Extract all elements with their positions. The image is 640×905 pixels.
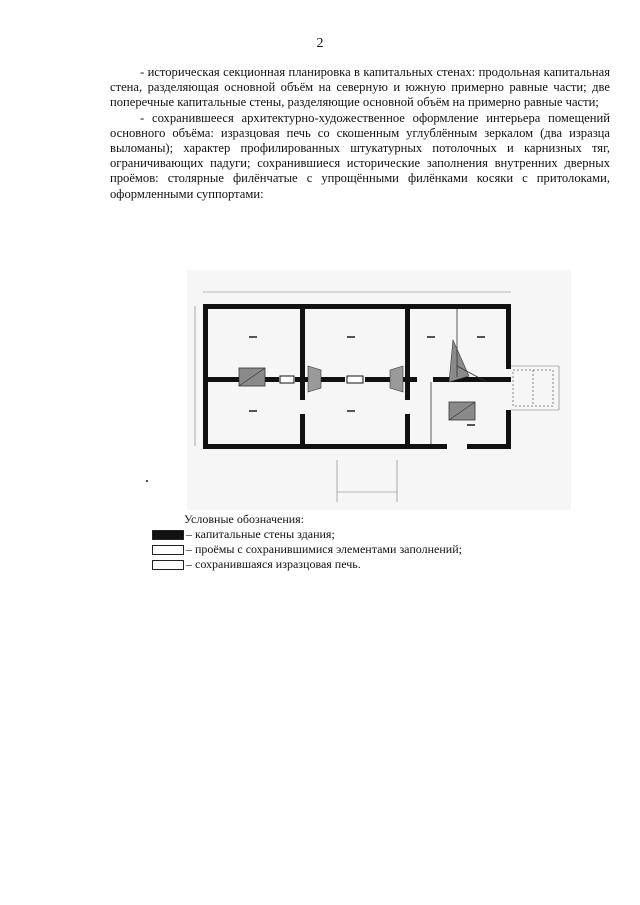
- legend-swatch-openings: [152, 545, 184, 555]
- legend-title: Условные обозначения:: [184, 512, 305, 526]
- wall-east-upper: [506, 304, 511, 369]
- wall-cross-2: [405, 304, 410, 449]
- body-text: [110, 65, 610, 202]
- stray-mark: [146, 480, 148, 482]
- legend-label: – проёмы с сохранившимися элементами заполнений;: [186, 542, 462, 556]
- legend-label: – сохранившаяся изразцовая печь.: [186, 557, 361, 571]
- legend-swatch-walls: [152, 530, 184, 540]
- floor-plan: [187, 270, 571, 510]
- legend-swatch-stove: [152, 560, 184, 570]
- paragraph-planning: - историческая секционная планировка в капитальных стенах: продольная капитальная стена, разделяющая основной объём на северную и южную примерно равные части; две поперечные капитальные стены, разделяющие основной объём на примерно равные части;: [110, 65, 610, 110]
- paragraph-interior: - сохранившееся архитектурно-художественное оформление интерьера помещений основного объёма: изразцовая печь со скошенным углублённым зеркалом (два изразца выломаны); характер профилированных штукатурных потолочных и карнизных тяг, ограничивающих падуги; сохранившиеся исторические заполнения внутренних дверных проёмов: столярные филёнчатые с упрощёнными филёнками косяки с притолоками, оформленными суппортами:: [110, 110, 610, 201]
- legend-item-stove: [152, 557, 572, 572]
- wall-cross-1: [300, 304, 305, 449]
- legend-label: – капитальные стены здания;: [186, 527, 335, 541]
- wall-east-lower: [506, 410, 511, 449]
- legend-item-walls: [152, 527, 572, 542]
- legend-item-openings: [152, 542, 572, 557]
- legend: [152, 512, 572, 572]
- wall-west: [203, 304, 208, 449]
- page-number: 2: [316, 36, 324, 51]
- wall-north: [203, 304, 511, 309]
